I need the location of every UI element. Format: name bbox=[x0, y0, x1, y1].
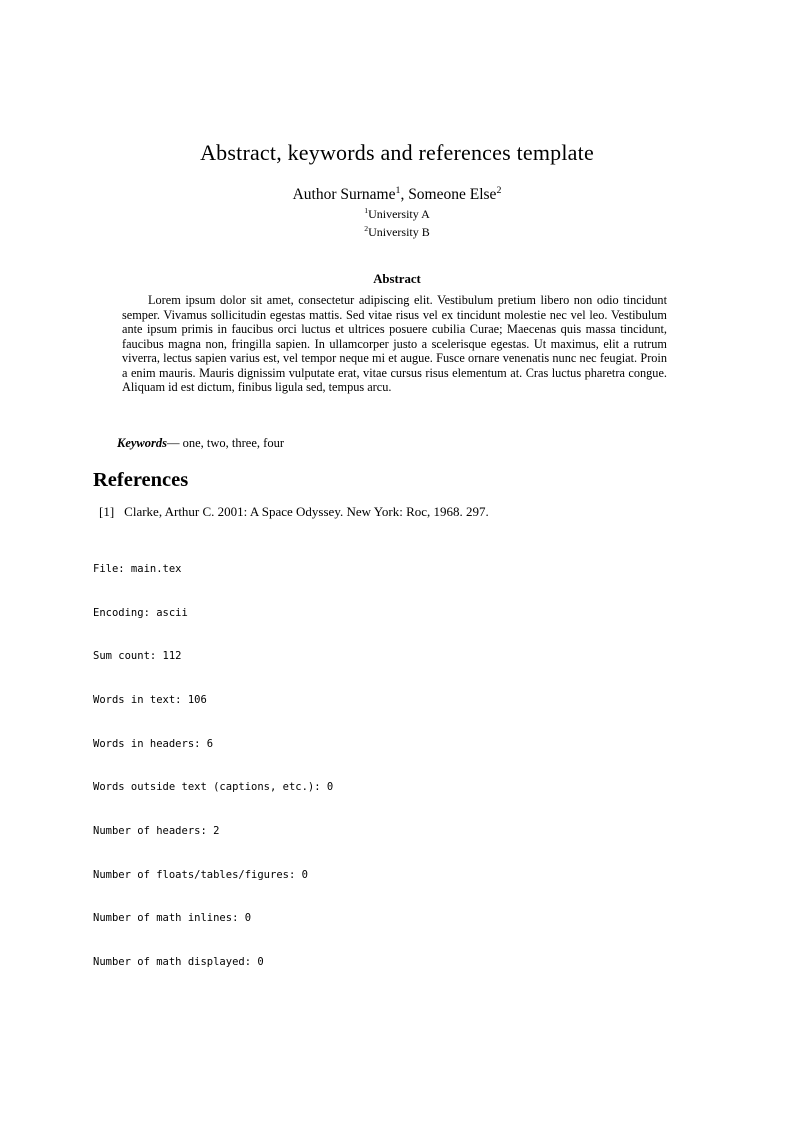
author-affiliation-marker: 2 bbox=[496, 184, 502, 196]
reference-marker: [1] bbox=[99, 504, 115, 519]
affiliation-name: University B bbox=[368, 225, 430, 239]
stats-line: Number of math inlines: 0 bbox=[93, 912, 252, 925]
keywords-line bbox=[117, 436, 284, 451]
author-separator: , bbox=[400, 186, 409, 203]
reference-text: Clarke, Arthur C. 2001: A Space Odyssey. New York: Roc, 1968. 297. bbox=[124, 504, 489, 519]
reference-item bbox=[99, 504, 699, 520]
affiliation-name: University A bbox=[368, 207, 430, 221]
affiliation bbox=[0, 225, 794, 240]
abstract-body: Lorem ipsum dolor sit amet, consectetur adipiscing elit. Vestibulum pretium libero non odio tincidunt semper. Vivamus sollicitudin egestas mattis. Sed vitae risus vel ex tincidunt molestie nec vel leo. Vestibulum ante ipsum primis in faucibus orci luctus et ultrices posuere cubilia Curae; Maecenas quis massa tincidunt, faucibus magna non, fringilla sapien. In ullamcorper justo a scelerisque egestas. Ut maximus, elit a rutrum viverra, lectus sapien varius est, vel tempor neque mi et augue. Fusce ornare venenatis nunc nec feugiat. Proin a enim mauris. Mauris dignissim vulputate erat, vitae cursus risus elementum at. Cras luctus pharetra congue. Aliquam id est dictum, finibus ligula sed, tempus arcu. bbox=[122, 293, 667, 395]
keywords-values: — one, two, three, four bbox=[167, 436, 284, 450]
references-heading: References bbox=[93, 469, 189, 491]
author-affiliation-marker: 1 bbox=[395, 184, 401, 196]
author-name: Author Surname bbox=[292, 186, 396, 203]
stats-line: Number of floats/tables/figures: 0 bbox=[93, 868, 308, 881]
stats-line: Words in text: 106 bbox=[93, 694, 207, 707]
affiliation bbox=[0, 207, 794, 222]
keywords-label: Keywords bbox=[117, 436, 167, 450]
stats-line: File: main.tex bbox=[93, 563, 182, 576]
document-title: Abstract, keywords and references template bbox=[200, 140, 594, 165]
abstract-heading: Abstract bbox=[373, 272, 421, 286]
author-line bbox=[0, 186, 794, 204]
stats-line: Words outside text (captions, etc.): 0 bbox=[93, 781, 334, 794]
author-name: Someone Else bbox=[408, 186, 497, 203]
affiliation-marker: 1 bbox=[364, 206, 369, 215]
stats-line: Number of headers: 2 bbox=[93, 824, 220, 837]
stats-line: Encoding: ascii bbox=[93, 606, 188, 619]
stats-line: Sum count: 112 bbox=[93, 650, 182, 663]
word-count-stats bbox=[93, 533, 333, 999]
stats-line: Number of math displayed: 0 bbox=[93, 955, 264, 968]
stats-line: Words in headers: 6 bbox=[93, 737, 214, 750]
affiliation-marker: 2 bbox=[364, 224, 369, 233]
